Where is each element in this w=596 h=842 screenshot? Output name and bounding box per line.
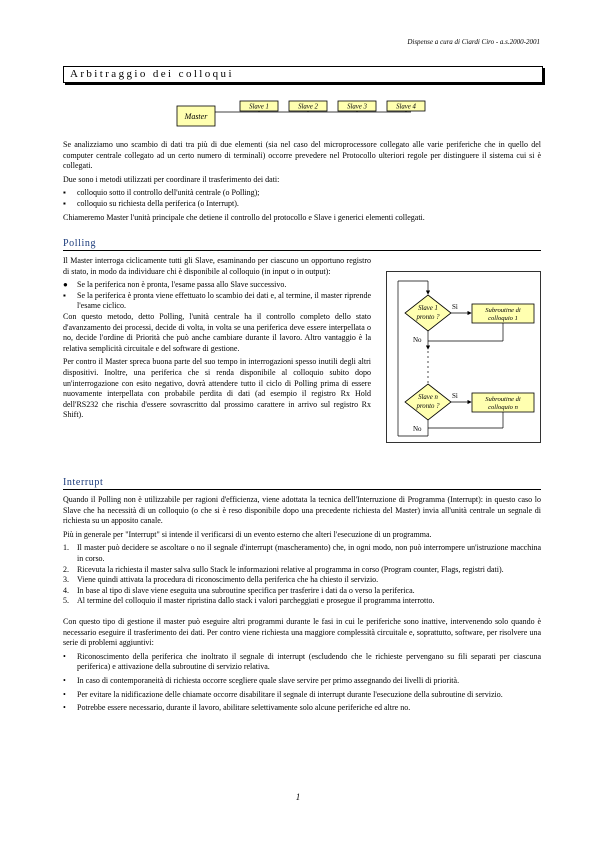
no-label: No <box>413 336 422 344</box>
page-header: Dispense a cura di Ciardi Ciro - a.s.2000-2001 <box>407 38 540 46</box>
svg-text:Slave n: Slave n <box>418 394 438 401</box>
interrupt-paragraph-1: Quando il Polling non è utilizzabile per ragioni d'efficienza, viene adottata la tecnica dell'Interruzione di Programma (Interrupt): in questo caso lo Slave che ha necessità di un colloquio (o che si è reso disponibile dopo una precedente richiesta del Master) invia all'unità centrale un segnale di richiesta su un apposito canale. <box>63 495 541 526</box>
svg-text:Subroutine di: Subroutine di <box>485 396 521 403</box>
slave-box-4 <box>387 101 425 111</box>
no-label: No <box>413 425 422 433</box>
section-title: Arbitraggio dei colloqui <box>70 68 234 80</box>
interrupt-step: 2. Ricevuta la richiesta il master salva sullo Stack le informazioni relative al programma in corso (Program counter, Flags, registri dati). <box>63 564 504 574</box>
polling-bullet: ▪ Se la periferica è pronta viene effettuato lo scambio dei dati e, al termine, il master riprende l'esame ciclico. <box>63 290 371 311</box>
polling-paragraph-3: Per contro il Master spreca buona parte del suo tempo in interrogazioni spesso inutili degli altri dispositivi. Inoltre, una periferica che si renda disponibile al colloquio subito dopo un'interrogazione con esito negativo, dovrà attendere tutto il ciclo di Polling prima di essere nuovamente interpellata con probabile perdita di dati (ad esempio il registro Rx Hold dell'RS232 che rischia d'essere sovrascritto dal prossimo carattere in arrivo sul registro Rx Shift). <box>63 357 371 420</box>
master-label: Master <box>184 112 208 121</box>
svg-text:Slave 3: Slave 3 <box>347 103 367 111</box>
yes-label: Sì <box>452 392 458 400</box>
slave-box-3 <box>338 101 376 111</box>
interrupt-step: 4. In base al tipo di slave viene eseguita una subroutine specifica per trasferire i dati da o verso la periferica. <box>63 585 415 595</box>
interrupt-bullet: • In caso di contemporaneità di richiesta occorre scegliere quale slave servire per primo assegnando dei livelli di priorità. <box>63 675 460 685</box>
interrupt-step: 5. Al termine del colloquio il master ripristina dallo stack i valori parcheggiati e prosegue il programma interrotto. <box>63 596 435 606</box>
polling-text <box>63 256 371 421</box>
subroutine-1 <box>472 304 534 323</box>
intro-section <box>63 140 541 223</box>
interrupt-step: 3. Viene quindi attivata la procedura di riconoscimento della periferica che ha chiesto il servizio. <box>63 575 379 585</box>
section-title-box <box>63 66 543 83</box>
polling-paragraph-2: Con questo metodo, detto Polling, l'unità centrale ha il controllo completo dello stato d'avanzamento dei processi, decide di volta, in volta se una periferica deve essere interpellata o no, decide l'ordine di Priorità che può anche cambiare durante il lavoro. Altro vantaggio è la relativa semplicità circuitale e del software di gestione. <box>63 311 371 353</box>
interrupt-paragraph-3: Con questo tipo di gestione il master può eseguire altri programmi durante le fasi in cui le periferiche sono inattive, intervenendo solo quando è necessario eseguire il trasferimento dei dati. Per contro viene richiesta una maggiore complessità circuitale e, soprattutto, software, per risolvere una serie di problemi aggiuntivi: <box>63 616 541 648</box>
heading-interrupt: Interrupt <box>63 477 541 490</box>
svg-text:Slave 2: Slave 2 <box>298 103 318 111</box>
intro-paragraph-1: Se analizziamo uno scambio di dati tra più di due elementi (sia nel caso del microprocessore collegato alle varie periferiche che in quello del computer centrale collegato ad un certo numero di terminali) occorre prevedere nel Protocollo ulteriori regole per distinguere il sistema cui si è collegati. <box>63 140 541 171</box>
yes-label: Sì <box>452 303 458 311</box>
svg-text:colloquio n: colloquio n <box>488 404 518 411</box>
polling-bullet: ● Se la periferica non è pronta, l'esame passa allo Slave successivo. <box>63 280 287 290</box>
intro-bullet: ▪ colloquio su richiesta della periferica (o Interrupt). <box>63 198 239 208</box>
interrupt-paragraph-2: Più in generale per "Interrupt" si intende il verificarsi di un evento esterno che alteri l'esecuzione di un programma. <box>63 529 432 539</box>
heading-polling: Polling <box>63 238 541 251</box>
slave-box-1 <box>240 101 278 111</box>
intro-bullet: ▪ colloquio sotto il controllo dell'unità centrale (o Polling); <box>63 188 260 198</box>
interrupt-bullet: • Per evitare la nidificazione delle chiamate occorre disabilitare il segnale di interrupt durante l'esecuzione della subroutine di servizio. <box>63 689 503 699</box>
page-number: 1 <box>295 792 301 802</box>
interrupt-bullet: • Riconoscimento della periferica che inoltrato il segnale di interrupt (escludendo che le richieste pervengano su fili separati per ciascuna periferica) e attivazione della subroutine di servizio relativa. <box>63 651 541 672</box>
polling-paragraph-1: Il Master interroga ciclicamente tutti gli Slave, esaminando per ciascuno un opportuno registro di stato, in modo da individuare chi è disponibile al colloquio (in input o in output): <box>63 256 371 276</box>
intro-paragraph-2: Due sono i metodi utilizzati per coordinare il trasferimento dei dati: <box>63 174 280 184</box>
slave-box-2 <box>289 101 327 111</box>
svg-text:pronto ?: pronto ? <box>416 314 440 321</box>
svg-text:Slave 4: Slave 4 <box>396 103 416 111</box>
master-slave-diagram <box>176 100 426 128</box>
polling-flowchart <box>386 271 541 443</box>
svg-text:Subroutine di: Subroutine di <box>485 307 521 314</box>
svg-text:Slave 1: Slave 1 <box>249 103 269 111</box>
interrupt-bullet: • Potrebbe essere necessario, durante il lavoro, abilitare selettivamente solo alcune periferiche ed altre no. <box>63 703 411 713</box>
interrupt-section <box>63 495 541 714</box>
svg-text:pronto ?: pronto ? <box>416 403 440 410</box>
intro-paragraph-3: Chiameremo Master l'unità principale che detiene il controllo del protocollo e Slave i generici elementi collegati. <box>63 212 425 222</box>
interrupt-step: 1. Il master può decidere se ascoltare o no il segnale d'interrupt (mascheramento) che, in ogni modo, non può interrompere un'istruzione macchina in corso. <box>63 543 541 563</box>
subroutine-n <box>472 393 534 412</box>
svg-text:colloquio 1: colloquio 1 <box>488 315 518 322</box>
svg-text:Slave 1: Slave 1 <box>418 305 438 312</box>
